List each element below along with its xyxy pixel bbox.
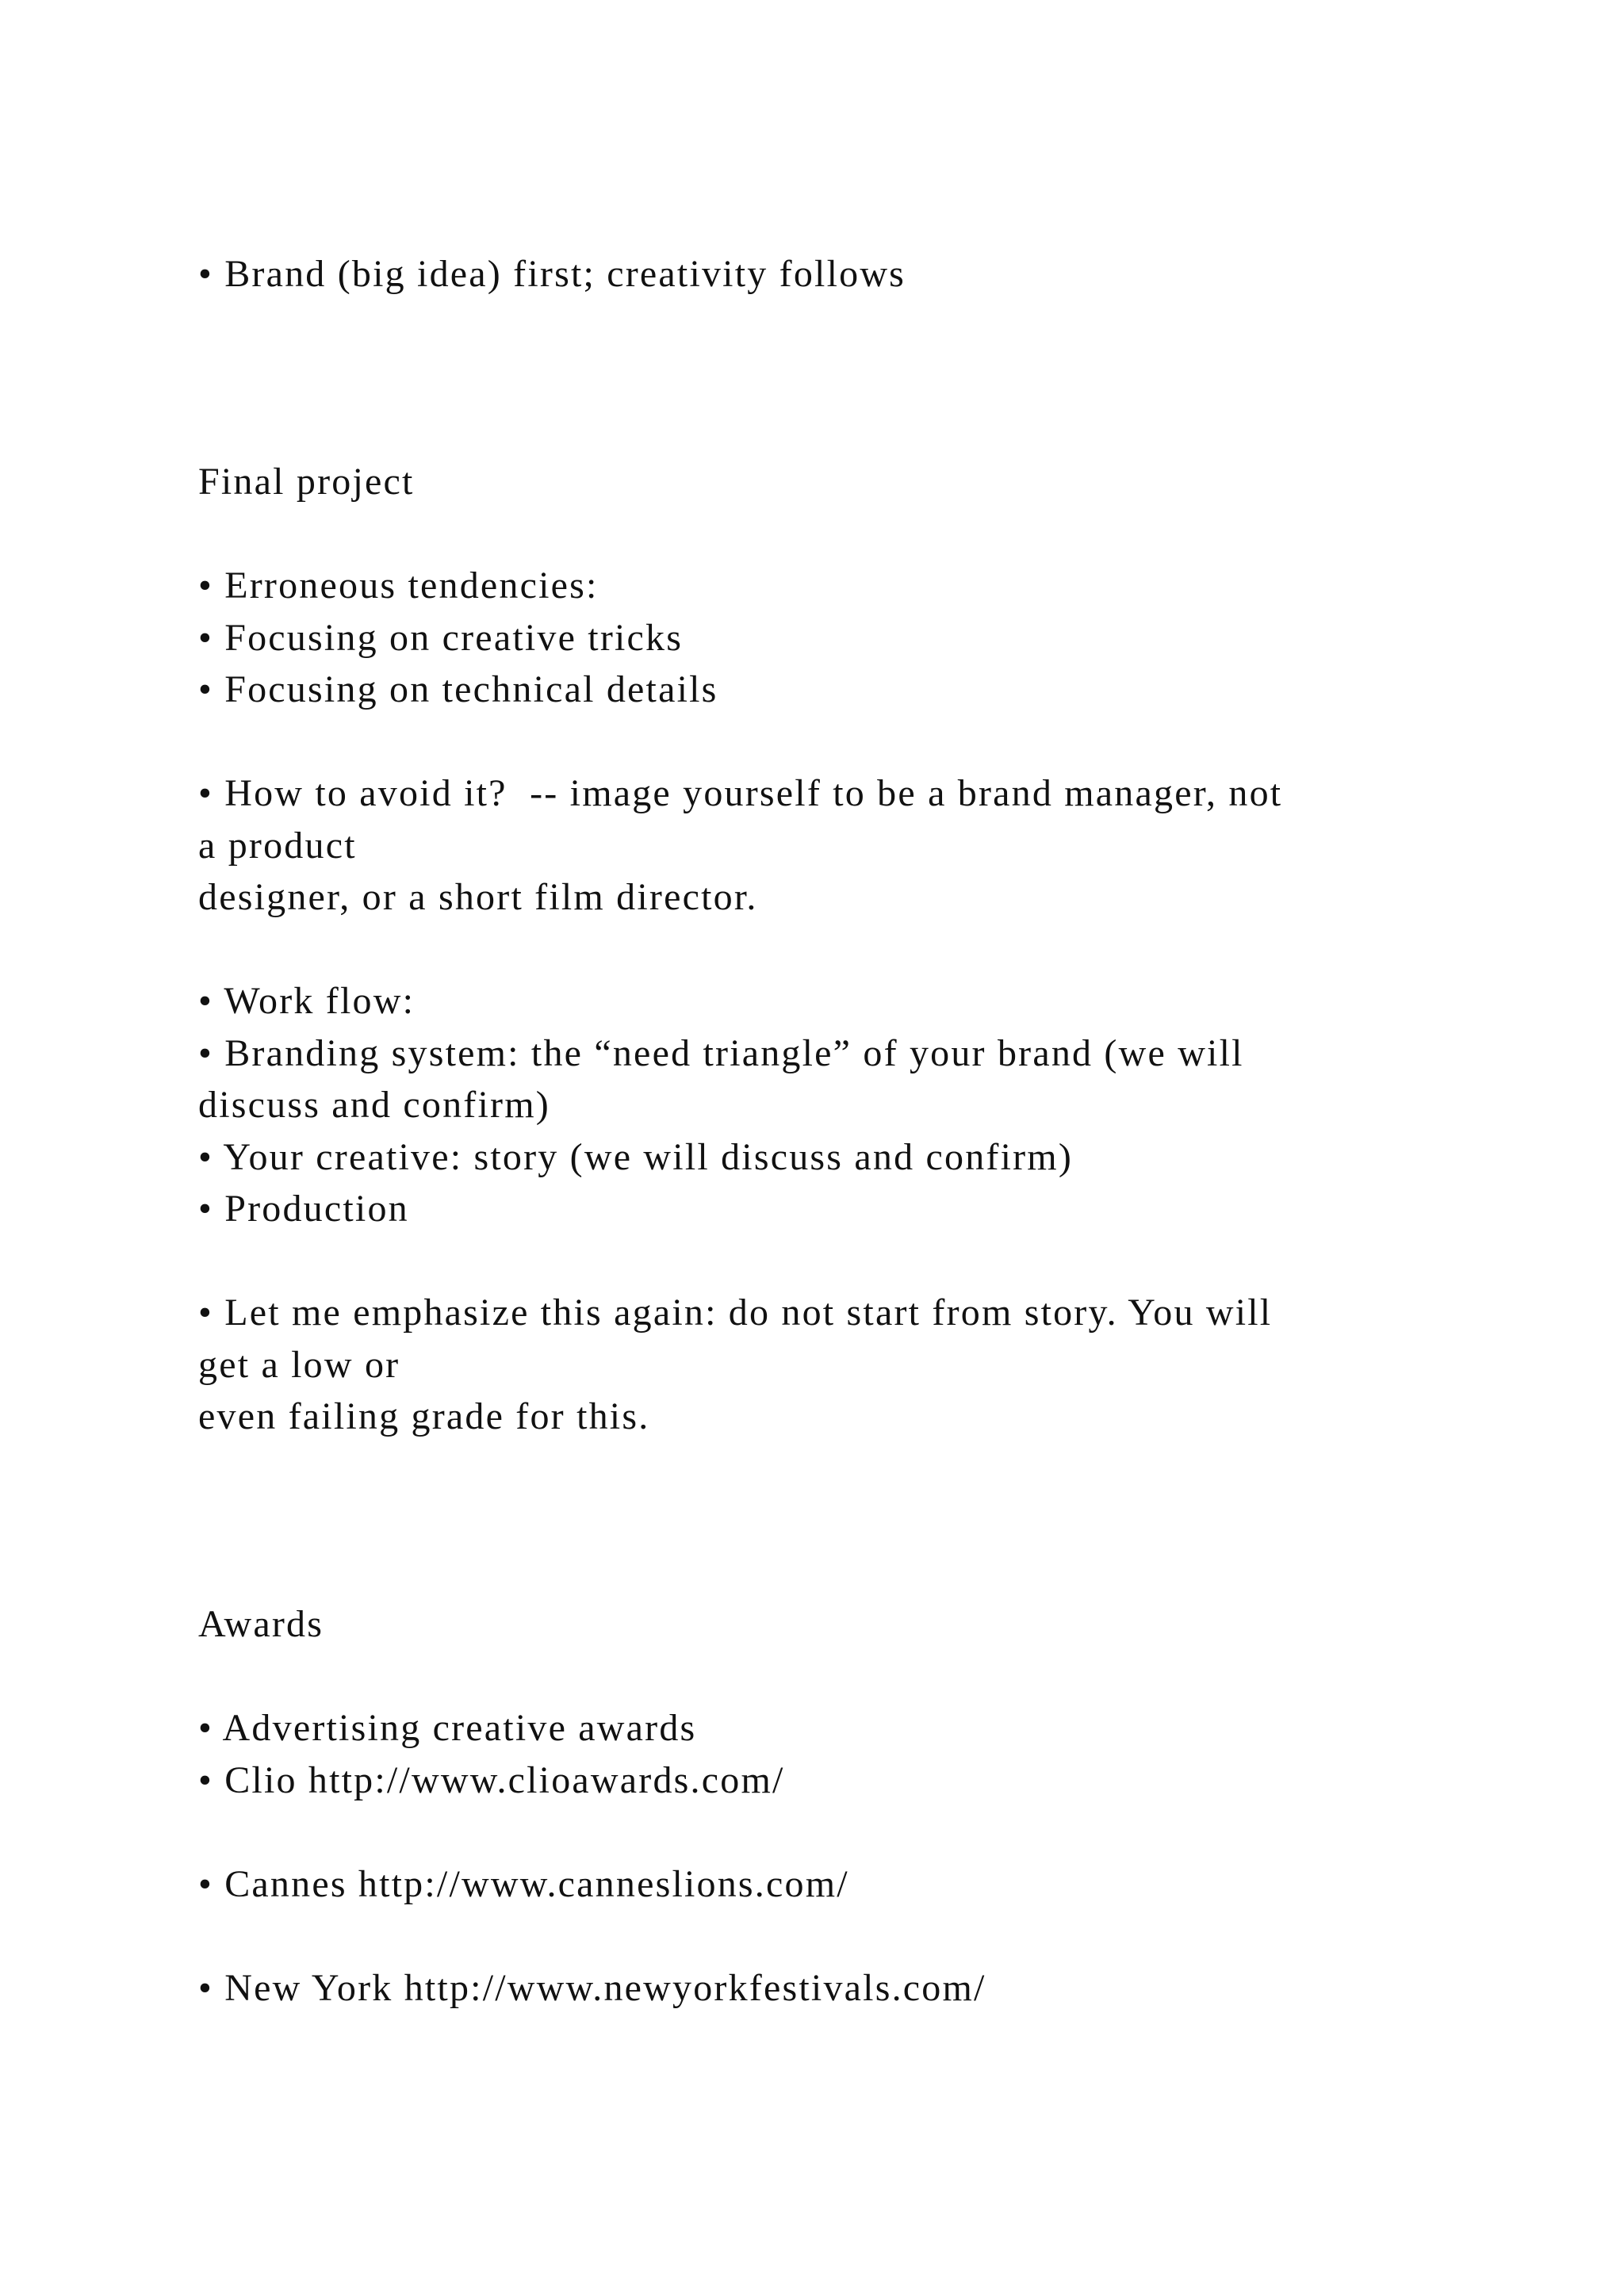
bullet-erroneous-tendencies: • Erroneous tendencies:: [198, 564, 599, 607]
text-line: get a low or: [198, 1344, 400, 1386]
bullet-new-york: • New York http://www.newyorkfestivals.com/: [198, 1967, 986, 2009]
bullet-branding-system: • Branding system: the “need triangle” of your brand (we will: [198, 1032, 1244, 1074]
bullet-cannes: • Cannes http://www.canneslions.com/: [198, 1863, 849, 1905]
heading-final-project: Final project: [198, 461, 415, 503]
text-line: designer, or a short film director.: [198, 876, 758, 918]
bullet-advertising-awards: • Advertising creative awards: [198, 1707, 697, 1749]
bullet-how-to-avoid: • How to avoid it? -- image yourself to be a brand manager, not: [198, 772, 1283, 814]
text-line: a product: [198, 825, 357, 867]
bullet-production: • Production: [198, 1188, 409, 1230]
text-line: discuss and confirm): [198, 1084, 550, 1126]
bullet-technical-details: • Focusing on technical details: [198, 668, 718, 710]
bullet-clio: • Clio http://www.clioawards.com/: [198, 1759, 785, 1801]
text-line: even failing grade for this.: [198, 1395, 650, 1437]
heading-awards: Awards: [198, 1603, 324, 1645]
bullet-your-creative: • Your creative: story (we will discuss and confirm): [198, 1136, 1074, 1178]
bullet-work-flow: • Work flow:: [198, 980, 416, 1022]
bullet-creative-tricks: • Focusing on creative tricks: [198, 617, 684, 659]
bullet-brand-first: • Brand (big idea) first; creativity follows: [198, 253, 906, 295]
bullet-emphasize: • Let me emphasize this again: do not start from story. You will: [198, 1292, 1273, 1334]
